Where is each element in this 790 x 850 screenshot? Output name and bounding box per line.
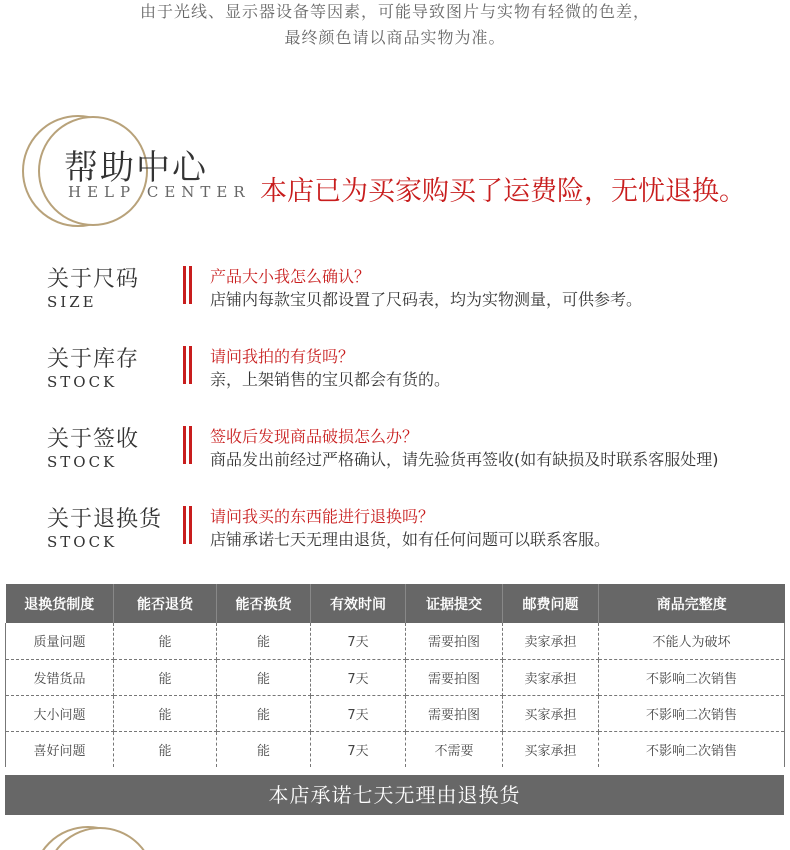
faq-answer: 亲，上架销售的宝贝都会有货的。 — [210, 370, 451, 389]
column-header: 有效时间 — [311, 584, 406, 623]
divider-bar — [189, 266, 192, 304]
faq-title-en: STOCK — [47, 453, 118, 471]
column-header: 退换货制度 — [6, 584, 114, 623]
faq-title-en: STOCK — [47, 533, 118, 551]
column-header: 商品完整度 — [599, 584, 785, 623]
table-cell: 大小问题 — [6, 695, 114, 731]
faq-title-en: SIZE — [47, 293, 97, 311]
table-cell: 能 — [114, 623, 217, 659]
table-cell: 喜好问题 — [6, 731, 114, 767]
table-cell: 不需要 — [406, 731, 503, 767]
table-cell: 卖家承担 — [503, 659, 599, 695]
table-cell: 7天 — [311, 623, 406, 659]
faq-item-size — [0, 262, 790, 322]
table-row — [6, 659, 785, 695]
faq-title: 关于库存 — [47, 347, 140, 372]
help-center-title: 帮助中心 — [64, 148, 208, 188]
column-header: 证据提交 — [406, 584, 503, 623]
table-cell: 7天 — [311, 731, 406, 767]
divider-bar — [183, 266, 186, 304]
table-cell: 不能人为破坏 — [599, 623, 785, 659]
divider-bar — [189, 346, 192, 384]
return-policy-table — [5, 584, 785, 767]
divider-bar — [183, 426, 186, 464]
column-header: 能否退货 — [114, 584, 217, 623]
table-cell: 需要拍图 — [406, 623, 503, 659]
shipping-insurance-slogan: 本店已为买家购买了运费险，无忧退换。 — [260, 176, 746, 207]
divider-bar — [189, 426, 192, 464]
table-cell: 能 — [217, 695, 311, 731]
table-cell: 买家承担 — [503, 695, 599, 731]
faq-question: 签收后发现商品破损怎么办？ — [210, 427, 419, 446]
faq-question: 请问我拍的有货吗？ — [210, 347, 355, 366]
table-cell: 能 — [114, 695, 217, 731]
table-header-row — [6, 584, 785, 623]
table-cell: 能 — [217, 659, 311, 695]
faq-answer: 店铺内每款宝贝都设置了尺码表，均为实物测量，可供参考。 — [210, 290, 643, 309]
color-disclaimer-line-1: 由于光线、显示器设备等因素，可能导致图片与实物有轻微的色差， — [139, 2, 650, 21]
table-cell: 需要拍图 — [406, 695, 503, 731]
table-cell: 能 — [217, 623, 311, 659]
table-cell: 7天 — [311, 695, 406, 731]
seven-day-return-banner: 本店承诺七天无理由退换货 — [5, 775, 784, 815]
table-cell: 不影响二次销售 — [599, 659, 785, 695]
faq-title-en: STOCK — [47, 373, 118, 391]
divider-bar — [183, 346, 186, 384]
table-cell: 能 — [217, 731, 311, 767]
divider-bar — [189, 506, 192, 544]
table-row — [6, 623, 785, 659]
table-cell: 发错货品 — [6, 659, 114, 695]
table-cell: 不影响二次销售 — [599, 695, 785, 731]
table-row — [6, 695, 785, 731]
color-disclaimer-line-2: 最终颜色请以商品实物为准。 — [284, 28, 506, 47]
faq-title: 关于签收 — [47, 427, 140, 452]
faq-question: 请问我买的东西能进行退换吗？ — [210, 507, 435, 526]
help-center-subtitle: HELP CENTER — [68, 183, 251, 201]
faq-item-receipt — [0, 422, 790, 482]
faq-answer: 店铺承诺七天无理由退货，如有任何问题可以联系客服。 — [210, 530, 611, 549]
faq-item-stock — [0, 342, 790, 402]
table-cell: 7天 — [311, 659, 406, 695]
faq-answer: 商品发出前经过严格确认，请先验货再签收(如有缺损及时联系客服处理) — [210, 450, 719, 469]
table-cell: 需要拍图 — [406, 659, 503, 695]
faq-question: 产品大小我怎么确认？ — [210, 267, 371, 286]
column-header: 邮费问题 — [503, 584, 599, 623]
table-cell: 不影响二次销售 — [599, 731, 785, 767]
table-cell: 质量问题 — [6, 623, 114, 659]
faq-item-returns — [0, 502, 790, 562]
divider-bar — [183, 506, 186, 544]
table-cell: 买家承担 — [503, 731, 599, 767]
table-cell: 能 — [114, 659, 217, 695]
faq-title: 关于退换货 — [47, 507, 163, 532]
table-cell: 卖家承担 — [503, 623, 599, 659]
table-row — [6, 731, 785, 767]
table-cell: 能 — [114, 731, 217, 767]
column-header: 能否换货 — [217, 584, 311, 623]
faq-title: 关于尺码 — [47, 267, 140, 292]
